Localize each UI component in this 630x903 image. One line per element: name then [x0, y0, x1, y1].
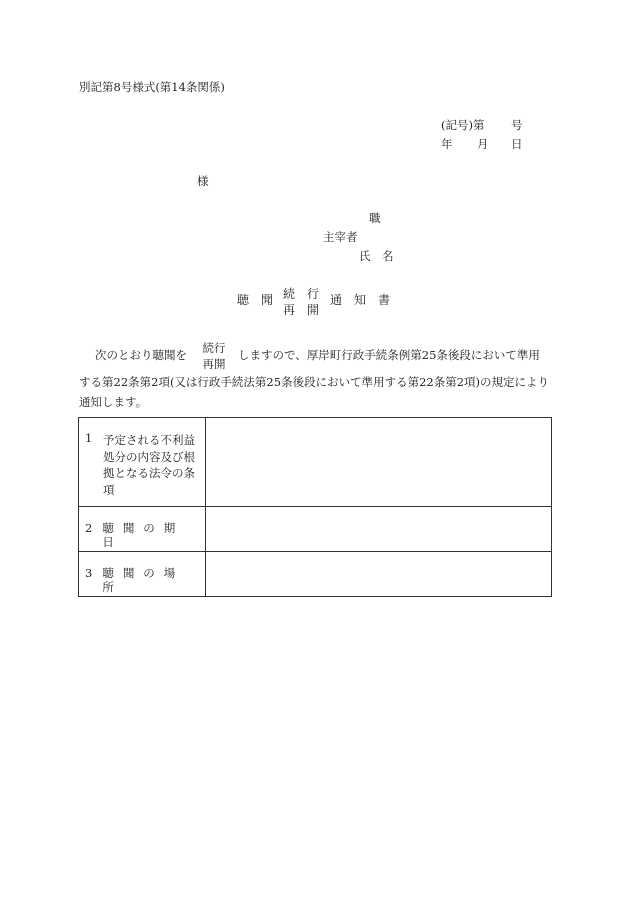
body-line2: する第22条第2項(又は行政手続法第25条後段において準用する第22条第2項)の規定により [79, 375, 550, 389]
item-value-cell[interactable] [206, 418, 552, 507]
item-number: 1 [85, 431, 93, 445]
date-day: 日 [511, 137, 523, 151]
title-part2: 通 知 書 [330, 293, 391, 307]
item-label-cell [79, 418, 206, 507]
date-month: 月 [477, 137, 489, 151]
body-line1-rest: しますので、厚岸町行政手続条例第25条後段において準用 [238, 348, 540, 362]
title-stacked-choice [282, 286, 320, 318]
table-row [79, 507, 552, 552]
body-choice-resume: 再開 [202, 356, 226, 371]
item-label: 予定される不利益処分の内容及び根拠となる法令の条項 [103, 433, 195, 498]
title-choice-continue: 続 行 [282, 287, 319, 301]
title-part1: 聴 聞 [237, 293, 274, 307]
ref-number-suffix: 号 [511, 118, 523, 132]
body-stacked-choice [199, 341, 229, 372]
item-label-cell [79, 552, 206, 597]
sender-role: 主宰者 [323, 230, 358, 244]
addressee-suffix: 様 [197, 174, 209, 188]
body-lead: 次のとおり聴聞を [95, 348, 187, 362]
sender-name-label: 氏 名 [359, 249, 394, 263]
item-value-cell[interactable] [206, 507, 552, 552]
date-year: 年 [441, 137, 453, 151]
form-label: 別記第8号様式(第14条関係) [79, 80, 225, 94]
sender-position: 職 [369, 211, 381, 225]
item-number: 2 [85, 521, 93, 535]
ref-number-prefix: (記号)第 [441, 118, 485, 132]
title-choice-resume: 再 開 [282, 303, 319, 318]
table-row [79, 418, 552, 507]
hearing-items-table [78, 417, 552, 597]
body-choice-continue: 続行 [202, 341, 226, 355]
item-label: 聴聞の場所 [102, 566, 185, 594]
item-number: 3 [85, 566, 93, 580]
item-label: 聴聞の期日 [102, 521, 185, 549]
item-label-cell [79, 507, 206, 552]
body-line3: 通知します。 [79, 395, 148, 409]
table-row [79, 552, 552, 597]
item-value-cell[interactable] [206, 552, 552, 597]
